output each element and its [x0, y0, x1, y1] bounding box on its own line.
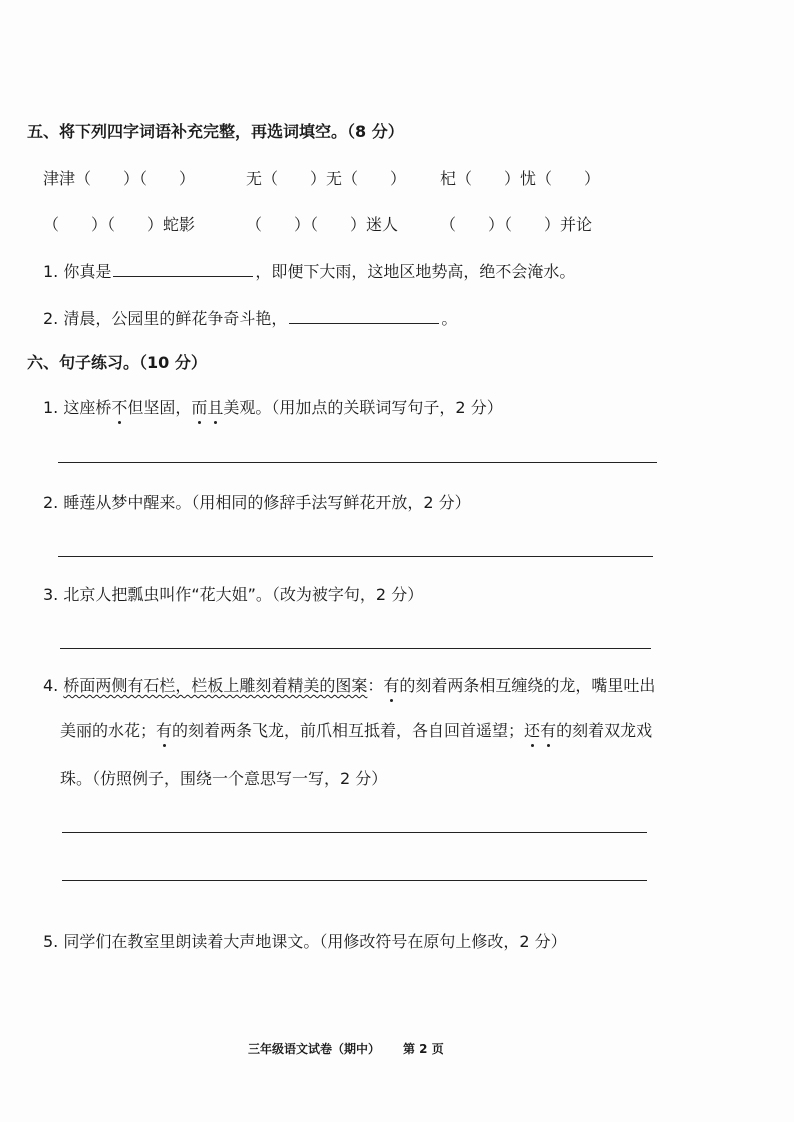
idiom-row-2-item-3: （ ）（ ）并论	[440, 215, 593, 234]
q4-text-b: 美丽的水花；	[60, 721, 157, 740]
footer-page-number: 第 2 页	[403, 1042, 444, 1056]
section-5-question-1	[43, 260, 575, 283]
q1-text-b: 但坚固，	[127, 398, 192, 417]
question-1-blank[interactable]	[113, 260, 253, 277]
section-6-question-4-line-1	[43, 675, 655, 697]
section-6-question-5: 5. 同学们在教室里朗读着大声地课文。（用修改符号在原句上修改，2 分）	[43, 932, 567, 951]
q1-text-c: 美观。（用加点的关联词写句子，2 分）	[223, 398, 503, 417]
section-6-question-2: 2. 睡莲从梦中醒来。（用相同的修辞手法写鲜花开放，2 分）	[43, 493, 471, 512]
q4-dotted-word-3: 还	[524, 721, 541, 740]
q4-dotted-word-1: 有	[383, 676, 400, 695]
q4-text-a: 的刻着两条相互缠绕的龙，嘴里吐出	[399, 676, 656, 695]
question-1-suffix: ，即便下大雨，这地区地势高，绝不会淹水。	[255, 262, 576, 281]
section-6-question-4-line-2	[60, 720, 652, 742]
answer-line-q2[interactable]	[58, 556, 653, 557]
section-6-question-3: 3. 北京人把瓢虫叫作“花大姐”。（改为被字句，2 分）	[43, 585, 424, 604]
q4-number: 4.	[43, 676, 64, 695]
question-2-blank[interactable]	[289, 307, 439, 324]
section-6-question-4-line-3: 珠。（仿照例子，围绕一个意思写一写，2 分）	[60, 769, 388, 788]
q1-dotted-word-3: 且	[207, 398, 224, 417]
q4-colon: ：	[367, 676, 384, 695]
section-5-title: 五、将下列四字词语补充完整，再选词填空。（8 分）	[27, 122, 404, 141]
q4-dotted-word-2: 有	[156, 721, 173, 740]
question-2-prefix: 2. 清晨，公园里的鲜花争奇斗艳，	[43, 309, 288, 328]
question-2-suffix: 。	[441, 309, 458, 328]
section-6-title: 六、句子练习。（10 分）	[27, 353, 207, 372]
idiom-row-2-item-2: （ ）（ ）迷人	[246, 215, 399, 234]
idiom-row-1-item-2: 无（ ）无（ ）	[246, 169, 407, 188]
answer-line-q1[interactable]	[58, 462, 657, 463]
q1-dotted-word-2: 而	[191, 398, 208, 417]
idiom-row-1-item-1: 津津（ ）（ ）	[43, 169, 196, 188]
footer-exam-title: 三年级语文试卷（期中）	[248, 1042, 381, 1056]
section-6-question-1	[43, 397, 503, 419]
q1-text-a: 1. 这座桥	[43, 398, 112, 417]
q1-dotted-word-1: 不	[111, 398, 128, 417]
idiom-row-1-item-3: 杞（ ）忧（ ）	[440, 169, 601, 188]
q4-text-d: 的刻着双龙戏	[556, 721, 653, 740]
answer-line-q4-a[interactable]	[62, 832, 647, 833]
idiom-row-2-item-1: （ ）（ ）蛇影	[43, 215, 196, 234]
q4-dotted-word-4: 有	[540, 721, 557, 740]
q4-example-underlined: 桥面两侧有石栏，栏板上雕刻着精美的图案	[63, 676, 368, 695]
q4-text-c: 的刻着两条飞龙，前爪相互抵着，各自回首遥望；	[172, 721, 525, 740]
question-1-prefix: 1. 你真是	[43, 262, 112, 281]
section-5-question-2	[43, 307, 457, 330]
answer-line-q4-b[interactable]	[62, 880, 647, 881]
answer-line-q3[interactable]	[60, 648, 651, 649]
